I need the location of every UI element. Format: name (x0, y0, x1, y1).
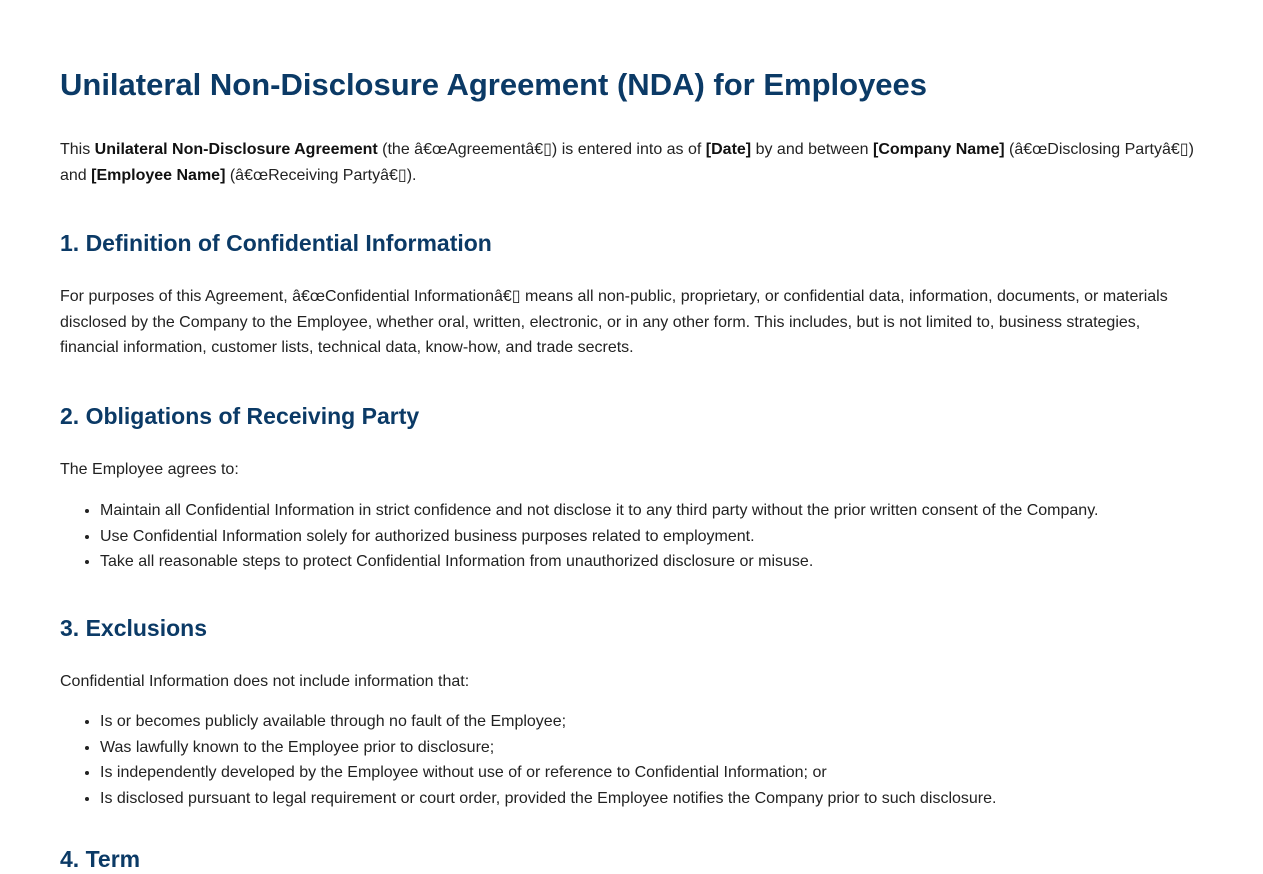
agreement-name: Unilateral Non-Disclosure Agreement (94, 141, 378, 158)
list-item: • Is or becomes publicly available through no fault of the Employee; (100, 709, 1203, 735)
section-heading: 2. Obligations of Receiving Party (60, 402, 420, 429)
intro-text: (â€œReceiving Partyâ€▯). (225, 166, 417, 184)
intro-paragraph (60, 137, 1203, 188)
list-item: • Is independently developed by the Employee without use of or reference to Confidential Information; or (100, 760, 1203, 786)
section-paragraph: For purposes of this Agreement, â€œConfidential Informationâ€▯ means all non-public, proprietary, or confidential data, information, documents, or materials disclosed by the Company to the Employee, whether oral, written, electronic, or in any other form. This includes, but is not limited to, business strategies, financial information, customer lists, technical data, know-how, and trade secrets. (60, 288, 1168, 356)
exclusions-list (60, 709, 1203, 811)
date-placeholder: [Date] (705, 141, 752, 158)
section-paragraph: Confidential Information does not include information that: (60, 672, 470, 690)
list-item: • Was lawfully known to the Employee prior to disclosure; (100, 735, 1203, 761)
obligations-list (60, 498, 1203, 575)
list-item: • Is disclosed pursuant to legal requirement or court order, provided the Employee notifies the Company prior to such disclosure. (100, 786, 1203, 812)
section-heading: 3. Exclusions (60, 614, 208, 641)
intro-text: This (60, 141, 95, 158)
intro-text: by and between (751, 141, 874, 158)
list-item: • Take all reasonable steps to protect Confidential Information from unauthorized disclosure or misuse. (100, 549, 1203, 575)
section-paragraph: The Employee agrees to: (60, 460, 239, 478)
company-name-placeholder: [Company Name] (873, 141, 1005, 158)
employee-name-placeholder: [Employee Name] (91, 166, 226, 184)
list-item: • Maintain all Confidential Information in strict confidence and not disclose it to any third party without the prior written consent of the Company. (100, 498, 1203, 524)
intro-text: (â€œDisclosing Partyâ€▯) and (60, 141, 1194, 184)
list-item: • Use Confidential Information solely for authorized business purposes related to employment. (100, 524, 1203, 550)
section-heading: 4. Term (60, 846, 141, 872)
document-title: Unilateral Non-Disclosure Agreement (NDA) for Employees (60, 67, 928, 102)
section-heading: 1. Definition of Confidential Information (60, 230, 492, 256)
intro-text: (the â€œAgreementâ€▯) is entered into as of (377, 141, 706, 158)
